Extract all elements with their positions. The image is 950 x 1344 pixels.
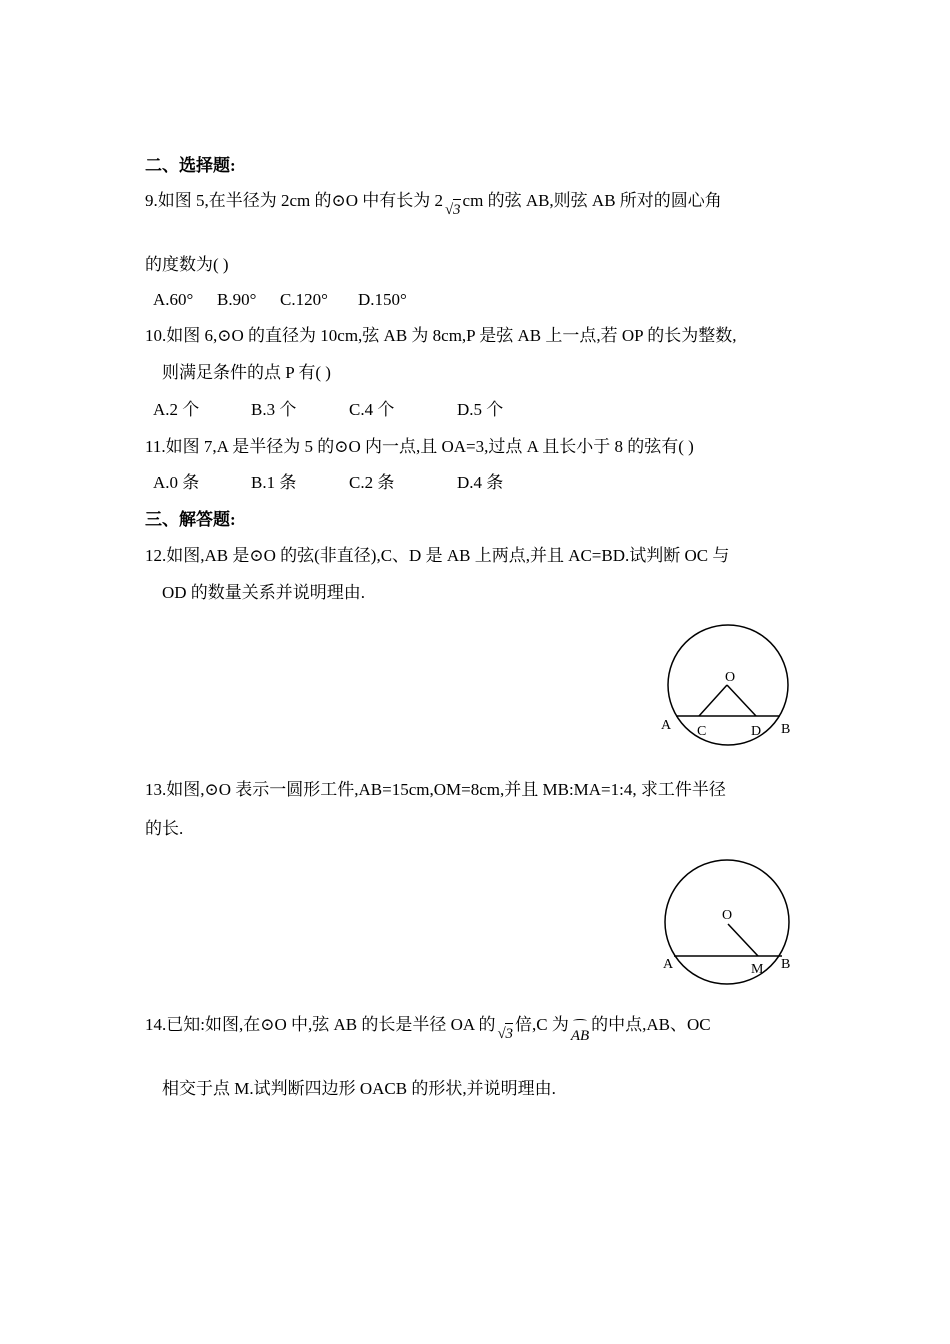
question-9-line-1 — [145, 190, 722, 218]
q12-figure — [650, 615, 810, 750]
q12-label-b: B — [781, 722, 791, 737]
q14-sqrt: √ 3 — [497, 1023, 513, 1045]
q14-text-b: 倍,C 为 — [514, 1015, 569, 1034]
q9-sqrt-value: 3 — [453, 202, 461, 218]
question-10-line-2: 则满足条件的点 P 有( ) — [162, 363, 331, 382]
q13-figure — [650, 855, 810, 990]
q14-text-c: 的中点,AB、OC — [591, 1015, 711, 1034]
q10-option-c: C.4 个 — [349, 400, 395, 419]
question-9-line-2: 的度数为( ) — [145, 255, 229, 274]
q14-arc-label: AB — [570, 1028, 590, 1044]
question-13-line-1: 13.如图,⊙O 表示一圆形工件,AB=15cm,OM=8cm,并且 MB:MA=1:4, 求工件半径 — [145, 780, 726, 799]
question-11-line-1: 11.如图 7,A 是半径为 5 的⊙O 内一点,且 OA=3,过点 A 且长小于 8 的弦有( ) — [145, 437, 694, 456]
section-heading-choice: 二、选择题: — [145, 156, 236, 175]
q9-option-a: A.60° — [153, 290, 194, 309]
q12-label-d: D — [751, 724, 762, 739]
question-14-line-2: 相交于点 M.试判断四边形 OACB 的形状,并说明理由. — [162, 1079, 556, 1098]
section-heading-answer: 三、解答题: — [145, 510, 236, 529]
q11-option-b: B.1 条 — [251, 473, 297, 492]
q9-text-a: 9.如图 5,在半径为 2cm 的⊙O 中有长为 2 — [145, 191, 444, 210]
q11-option-c: C.2 条 — [349, 473, 395, 492]
q9-option-c: C.120° — [280, 290, 328, 309]
q14-arc-ab — [571, 1025, 589, 1047]
question-10-line-1: 10.如图 6,⊙O 的直径为 10cm,弦 AB 为 8cm,P 是弦 AB 上一点,若 OP 的长为整数, — [145, 326, 737, 345]
q10-option-a: A.2 个 — [153, 400, 200, 419]
q11-option-a: A.0 条 — [153, 473, 200, 492]
q11-option-d: D.4 条 — [457, 473, 504, 492]
q10-option-b: B.3 个 — [251, 400, 297, 419]
q9-option-b: B.90° — [217, 290, 257, 309]
q13-label-a: A — [663, 957, 674, 972]
question-13-line-2: 的长. — [145, 819, 184, 838]
q13-segment-om — [728, 924, 758, 956]
q12-label-c: C — [697, 724, 707, 739]
q14-sqrt-value: 3 — [505, 1026, 513, 1042]
q13-label-o: O — [722, 908, 733, 923]
q12-segment-oc — [699, 685, 727, 716]
question-12-line-1: 12.如图,AB 是⊙O 的弦(非直径),C、D 是 AB 上两点,并且 AC=BD.试判断 OC 与 — [145, 546, 730, 565]
q9-text-b: cm 的弦 AB,则弦 AB 所对的圆心角 — [462, 191, 722, 210]
question-12-line-2: OD 的数量关系并说明理由. — [162, 583, 366, 602]
q12-segment-od — [727, 685, 756, 716]
q13-label-m: M — [751, 962, 764, 977]
q9-sqrt: √ 3 — [445, 199, 461, 221]
q13-label-b: B — [781, 957, 791, 972]
q12-label-a: A — [661, 718, 672, 733]
q9-option-d: D.150° — [358, 290, 407, 309]
q12-label-o: O — [725, 670, 736, 685]
q14-text-a: 14.已知:如图,在⊙O 中,弦 AB 的长是半径 OA 的 — [145, 1015, 496, 1034]
question-14-line-1 — [145, 1014, 711, 1044]
q10-option-d: D.5 个 — [457, 400, 504, 419]
